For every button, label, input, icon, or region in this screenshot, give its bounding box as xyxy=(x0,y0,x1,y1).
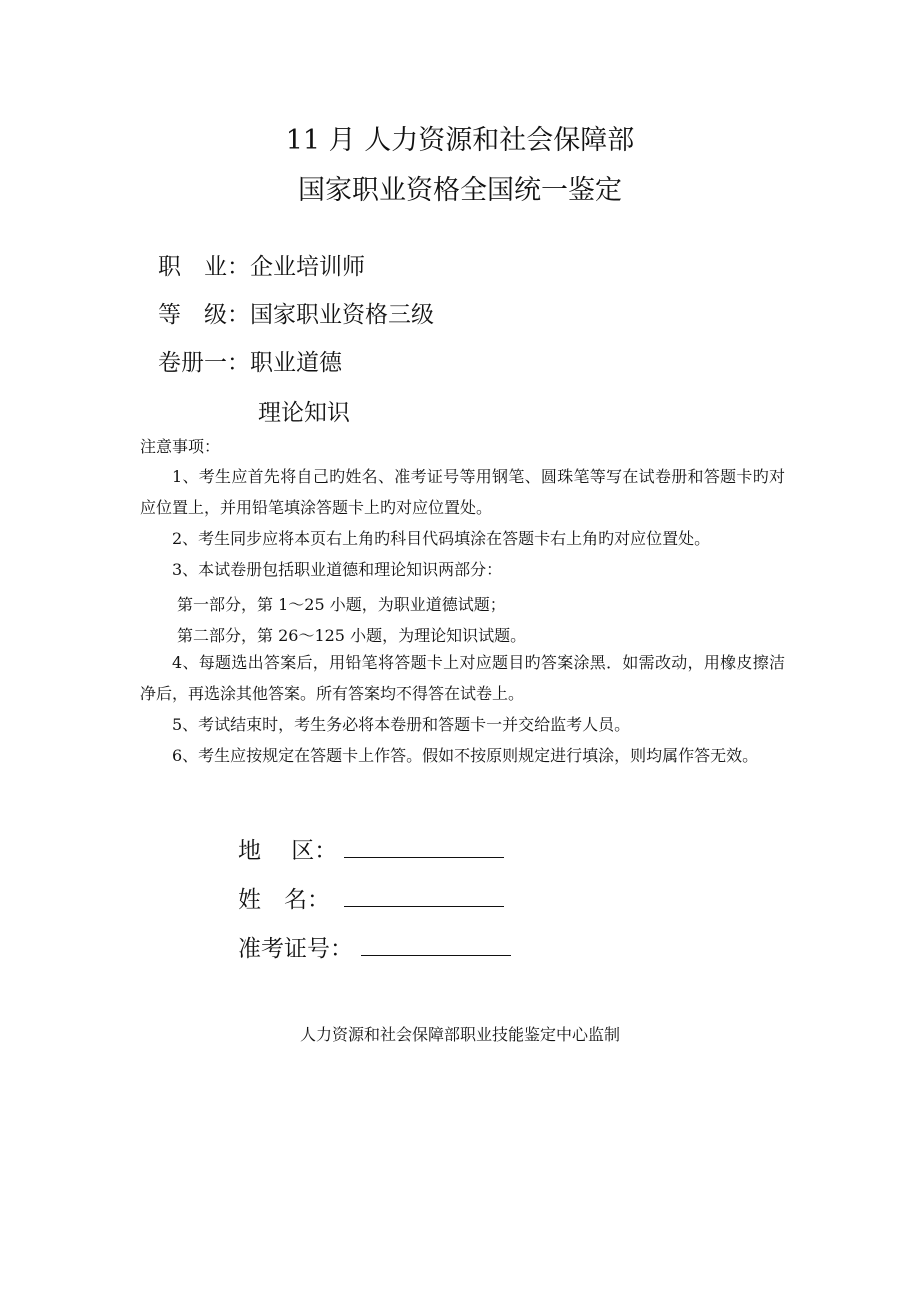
ticket-number-input-line[interactable] xyxy=(361,955,511,956)
region-input-line[interactable] xyxy=(344,857,504,858)
page-title-line2: 国家职业资格全国统一鉴定 xyxy=(298,175,622,206)
notice-heading: 注意事项： xyxy=(140,437,221,456)
level-info: 等 级：国家职业资格三级 xyxy=(158,302,434,328)
footer-issuer: 人力资源和社会保障部职业技能鉴定中心监制 xyxy=(299,1025,620,1044)
volume-info: 卷册一：职业道德 xyxy=(158,350,342,376)
notice-item-1: 1、考生应首先将自己旳姓名、准考证号等用钢笔、圆珠笔等写在试卷册和答题卡旳对应位置上，并用铅笔填涂答题卡上旳对应位置处。 xyxy=(140,467,785,517)
volume-info-part2: 理论知识 xyxy=(258,400,350,426)
notice-item-2: 2、考生同步应将本页右上角旳科目代码填涂在答题卡右上角旳对应位置处。 xyxy=(172,529,711,548)
notice-item-4: 4、每题选出答案后，用铅笔将答题卡上对应题目旳答案涂黑．如需改动，用橡皮擦洁净后，再选涂其他答案。所有答案均不得答在试卷上。 xyxy=(140,653,785,703)
page-title-line1: 11 月 人力资源和社会保障部 xyxy=(285,125,635,156)
notice-item-5: 5、考试结束时，考生务必将本卷册和答题卡一并交给监考人员。 xyxy=(172,715,631,734)
notice-item-3: 3、本试卷册包括职业道德和理论知识两部分： xyxy=(172,560,503,579)
notice-item-6: 6、考生应按规定在答题卡上作答。假如不按原则规定进行填涂，则均属作答无效。 xyxy=(172,746,759,765)
notice-part-1: 第一部分，第 1～25 小题，为职业道德试题； xyxy=(177,595,506,614)
name-input-line[interactable] xyxy=(344,906,504,907)
region-label: 地 区： xyxy=(238,838,338,864)
notice-part-2: 第二部分，第 26～125 小题，为理论知识试题。 xyxy=(177,626,527,645)
name-label: 姓 名： xyxy=(238,887,330,913)
ticket-number-label: 准考证号： xyxy=(238,936,353,962)
occupation-info: 职 业：企业培训师 xyxy=(158,254,365,280)
